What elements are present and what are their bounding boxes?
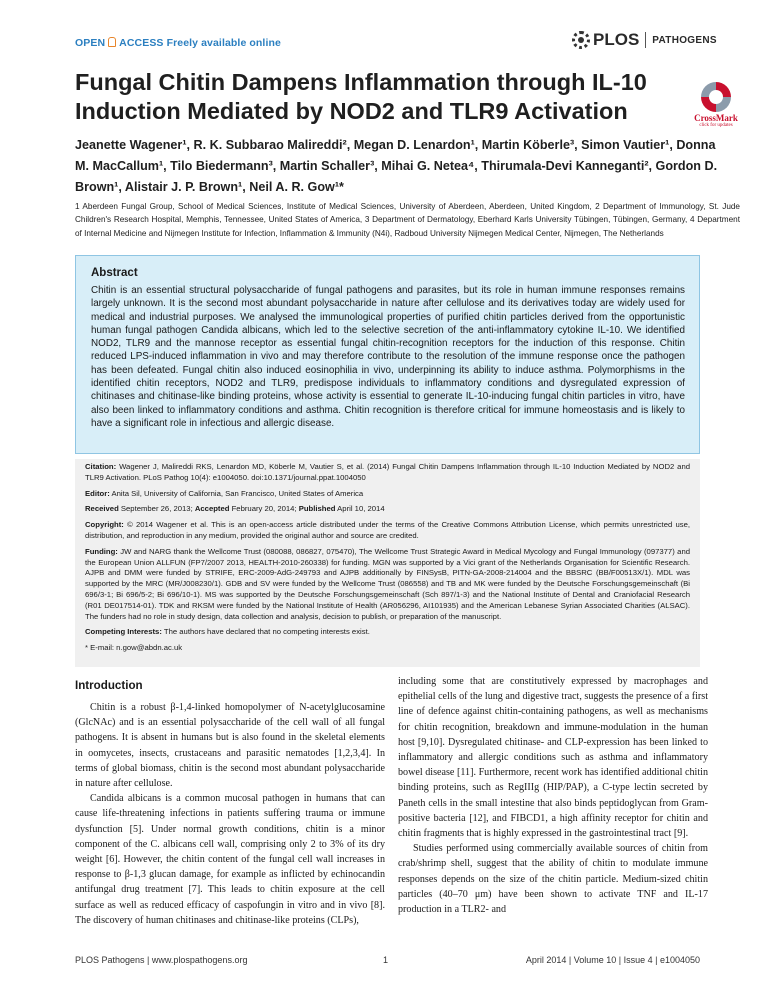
- article-title: Fungal Chitin Dampens Inflammation through IL-10 Induction Mediated by NOD2 and TLR9 Activation: [75, 69, 647, 124]
- editor-text: Anita Sil, University of California, San Francisco, United States of America: [111, 488, 364, 498]
- funding-line: [85, 547, 690, 623]
- intro-paragraph-1: Chitin is a robust β-1,4-linked homopolymer of N-acetylglucosamine (GlcNAc) and is an essential polysaccharide of the cell wall of all fungal pathogens. It is absent in humans but is also found in the skeletal elements in oomycetes, insects, crustaceans and parasitic nematodes [1,2,3,4]. In terms of global biomass, chitin is the second most abundant polysaccharide in nature after cellulose.: [75, 702, 385, 790]
- affiliations: 1 Aberdeen Fungal Group, School of Medical Sciences, Institute of Medical Sciences, University of Aberdeen, Aberdeen, United Kingdom, 2 Department of Immunology, St. Jude Children's Research Hospital, Memphis, Tennessee, United States of America, 3 Department of Dermatology, Eberhard Karls University Tübingen, Tübingen, Germany, 4 Department of Internal Medicine and Nijmegen Institute for Infection, Inflammation & Immunity (N4i), Radboud University Nijmegen Medical Center, Nijmegen, The Netherlands: [75, 202, 740, 238]
- citation-text: Wagener J, Malireddi RKS, Lenardon MD, Köberle M, Vautier S, et al. (2014) Fungal Chitin Dampens Inflammation through IL-10 Induction Mediated by NOD2 and TLR9 Activation. PLoS Pathog 10(4): e1004050. doi:10.1371/journal.ppat.1004050: [85, 462, 690, 482]
- crossmark-label: CrossMark: [694, 113, 738, 123]
- copyright-label: Copyright:: [85, 520, 124, 530]
- dates-line: [85, 504, 690, 515]
- article-metadata: [75, 459, 700, 667]
- access-label: ACCESS: [119, 37, 164, 49]
- competing-text: The authors have declared that no competing interests exist.: [163, 627, 370, 637]
- open-access-lock-icon: [108, 37, 116, 47]
- intro-paragraph-4: Studies performed using commercially available sources of chitin from crab/shrimp shell, suggest that the ability of chitin to modulate immune responses depends on the size of the chitin particle. Medium-sized chitin particles (40–70 μm) have been shown to activate TNF and IL-17 production in a TLR2- and: [398, 843, 708, 916]
- crossmark-icon: [701, 82, 731, 112]
- accepted-date: February 20, 2014;: [231, 504, 297, 514]
- editor-label: Editor:: [85, 488, 110, 498]
- editor-line: [85, 489, 690, 500]
- journal-name: PATHOGENS: [652, 34, 717, 46]
- freely-available-label: Freely available online: [166, 37, 281, 49]
- body-column-right: [398, 674, 708, 917]
- author-list: Jeanette Wagener¹, R. K. Subbarao Malireddi², Megan D. Lenardon¹, Martin Köberle³, Simon Vautier¹, Donna M. MacCallum¹, Tilo Biedermann³, Martin Schaller³, Mihai G. Netea⁴, Thirumala-Devi Kanneganti², Gordon D. Brown¹, Alistair J. P. Brown¹, Neil A. R. Gow¹*: [75, 138, 718, 194]
- plos-pathogens-logo[interactable]: [572, 30, 717, 50]
- published-date: April 10, 2014: [337, 504, 385, 514]
- competing-interests-line: [85, 627, 690, 638]
- publisher-name: PLOS: [593, 30, 640, 49]
- open-access-banner: [75, 37, 281, 49]
- journal-website-link[interactable]: PLOS Pathogens | www.plospathogens.org: [75, 955, 248, 965]
- copyright-text: © 2014 Wagener et al. This is an open-access article distributed under the terms of the Creative Commons Attribution License, which permits unrestricted use, distribution, and reproduction in any medium, provided the original author and source are credited.: [85, 520, 690, 540]
- received-label: Received: [85, 504, 119, 514]
- email-line[interactable]: [85, 643, 690, 654]
- corresponding-email[interactable]: * E-mail: n.gow@abdn.ac.uk: [85, 643, 183, 653]
- competing-label: Competing Interests:: [85, 627, 162, 637]
- logo-divider: [645, 32, 646, 48]
- body-column-left: [75, 700, 385, 928]
- citation-line: [85, 462, 690, 484]
- page-number: 1: [383, 955, 389, 965]
- plos-logo-icon: [572, 31, 590, 49]
- abstract-box: [75, 255, 700, 454]
- copyright-line: [85, 520, 690, 542]
- introduction-heading: Introduction: [75, 679, 143, 692]
- issue-info: April 2014 | Volume 10 | Issue 4 | e1004050: [525, 955, 700, 965]
- open-label: OPEN: [75, 37, 106, 49]
- crossmark-badge[interactable]: [694, 82, 738, 128]
- funding-text: JW and NARG thank the Wellcome Trust (080088, 086827, 075470), The Wellcome Trust Strategic Award in Medical Mycology and Fungal Immunology (097377) and the European Union ALLFUN (FP7/2007 2013, HEALTH-2010-260338) for funding. MGN was supported by a Vici grant of the Netherlands Organisation for Scientific Research. AJPB and DMM were funded by STRIFE, ERC-2009-AdG-249793 and AJPB additionally by FINSysB, PITN-GA-2008-214004 and the BBSRC (BB/F00513X/1). MDL was supported by the MRC (MR/J008230/1). GDB and SV were funded by the Wellcome Trust (086558) and TB and MK were funded by the Deutsche Forschungsgemeinschaft (Bi 696/3-1; Bi 696/5-2; Bi 696/10-1). MS was supported by the Deutsche Forschungsgemeinschaft (Sch 897/1-3) and the National Institute of Dental and Craniofacial Research (R01 DE017514-01). TDK and RKSM were funded by the National Institute of Health (AR056296, AI101935) and the American Lebanese Syrian Associated Charities (ALSAC). The funders had no role in study design, data collection and analysis, decision to publish, or preparation of the manuscript.: [85, 546, 690, 621]
- intro-paragraph-3: including some that are constitutively expressed by macrophages and epithelial cells of the lung and digestive tract, suggests the presence of a first line of defence against chitin-containing pathogens, as well as mechanisms for chitin recognition, breakdown and immune-modulation in the human host [9,10]. Dysregulated chitinase- and CLP-expression has been linked to inflammatory and allergic conditions such as asthma and inflammatory bowel disease [11]. Furthermore, recent work has identified additional chitin binding proteins, such as RegIIIg (HIP/PAP), a C-type lectin secreted by Paneth cells in the small intestine that also binds peptidoglycan from Gram-positive bacteria [12], and FIBCD1, a high affinity receptor for chitin and chitin fragments that is highly expressed in the gastrointestinal tract [9].: [398, 676, 709, 840]
- funding-label: Funding:: [85, 546, 118, 556]
- abstract-text: Chitin is an essential structural polysaccharide of fungal pathogens and parasites, but its role in human immune responses remains largely unknown. It is the second most abundant polysaccharide in nature after cellulose and its derivatives today are widely used for medical and industrial purposes. We analysed the immunological properties of purified chitin particles derived from the opportunistic human fungal pathogen Candida albicans, which led to the selective secretion of the anti-inflammatory cytokine IL-10. We identified NOD2, TLR9 and the mannose receptor as essential fungal chitin-recognition receptors for the induction of this response. Chitin reduced LPS-induced inflammation in vivo and may therefore contribute to the resolution of the immune response once the pathogen has been defeated. Fungal chitin also induced eosinophilia in vivo, underpinning its ability to induce asthma. Polymorphisms in the identified chitin receptors, NOD2 and TLR9, predispose individuals to inflammatory conditions and dysregulated expression of chitinases and chitinase-like binding proteins, whose activity is essential to generate IL-10-inducing fungal chitin particles in vitro, have also been linked to inflammatory conditions and asthma. Chitin recognition is therefore critical for immune homeostasis and is likely to have a significant role in infectious and allergic disease.: [91, 285, 685, 429]
- published-label: Published: [298, 504, 336, 514]
- abstract-heading: Abstract: [91, 267, 138, 279]
- crossmark-sublabel: click for updates: [699, 123, 733, 128]
- citation-label: Citation:: [85, 462, 117, 471]
- intro-paragraph-2: Candida albicans is a common mucosal pathogen in humans that can cause life-threatening infections in patients suffering trauma or immune dysfunction [5]. Under normal growth conditions, chitin is a minor component of the C. albicans cell wall, comprising only 2 to 3% of its dry weight [6]. However, the chitin content of the fungal cell wall increases in response to β-1,3 glucan damage, for example as inflicted by echinocandin antifungal drug treatment [7]. This leads to chitin exposure at the cell surface as well as reduced efficacy of caspofungin in vitro and in vivo [8]. The discovery of human chitinases and chitinase-like proteins (CLPs),: [75, 793, 385, 926]
- accepted-label: Accepted: [194, 504, 230, 514]
- received-date: September 26, 2013;: [120, 504, 193, 514]
